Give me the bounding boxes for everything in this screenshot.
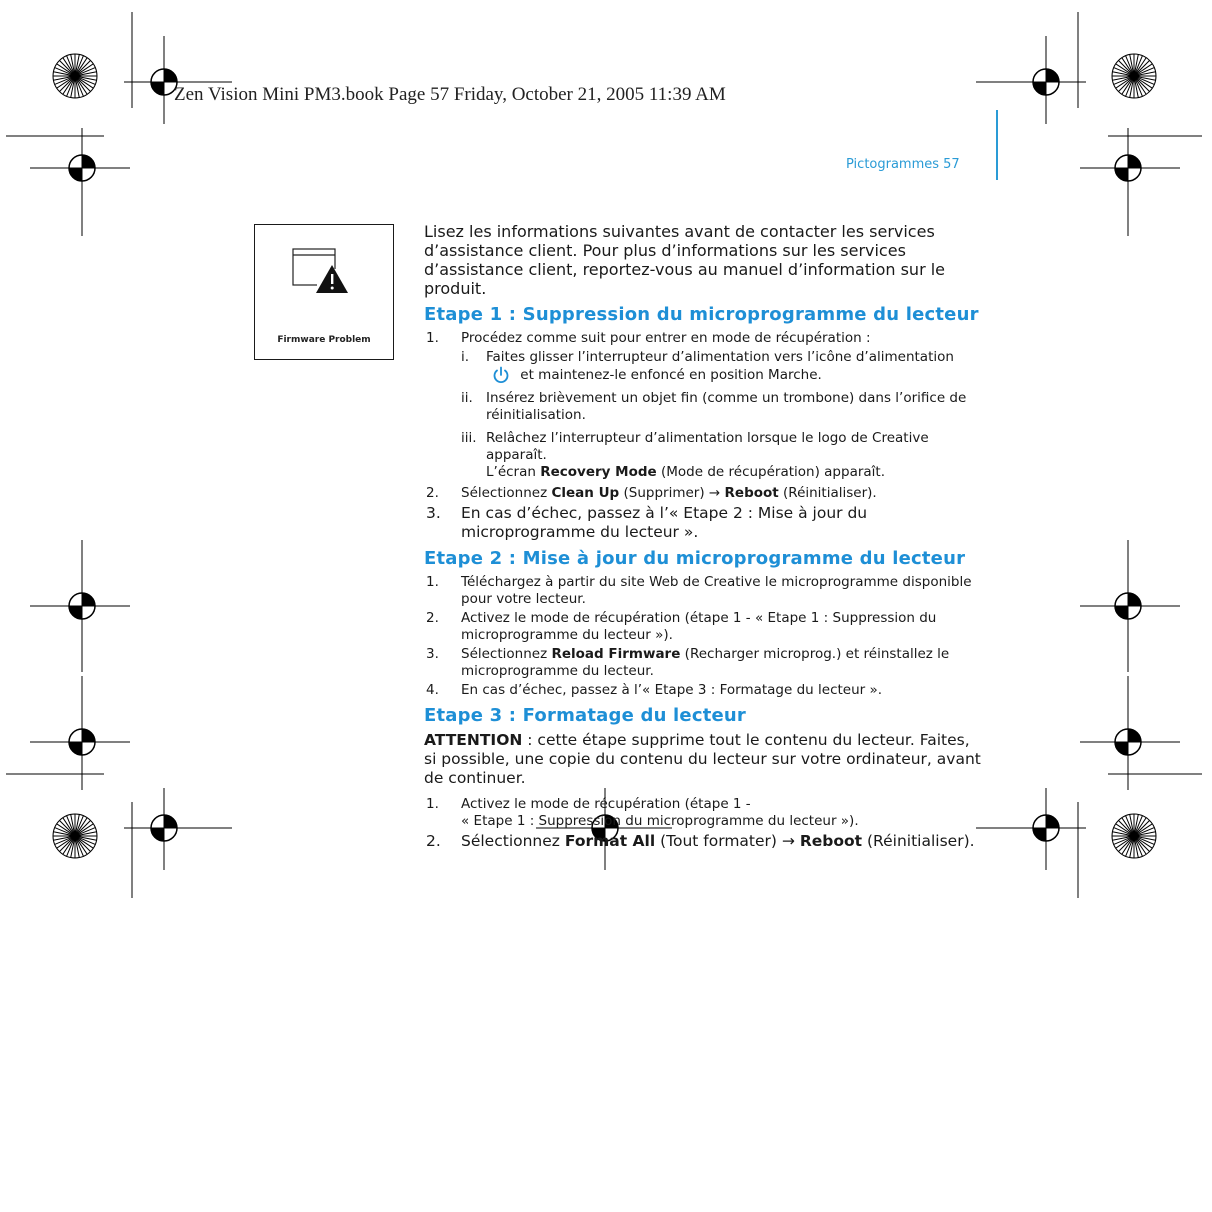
list-item: 1. Téléchargez à partir du site Web de Creative le microprogramme disponible pour votre lecteur.: [426, 574, 972, 607]
section-3-title: Etape 3 : Formatage du lecteur: [424, 705, 747, 726]
list-item: 1. Procédez comme suit pour entrer en mode de récupération : i. Faites glisser l’interrupteur d’alimentation vers l’icône d’alimentation et maintenez-le enfoncé en position Marche. ii. Insérez brièvement un objet fin (comme un trombone) dans l’orifice de réinitialisation. iii. Relâchez l’interrupteur d’alimentation lorsque le logo de Creative apparaît. L’écran Recovery Mode (Mode de récupération) apparaît.: [424, 330, 984, 481]
warning-paragraph: ATTENTION : cette étape supprime tout le contenu du lecteur. Faites, si possible, une copie du contenu du lecteur sur votre ordinateur, avant de continuer.: [424, 731, 981, 787]
recovery-mode-note: L’écran Recovery Mode (Mode de récupération) apparaît.: [486, 464, 886, 480]
firmware-problem-icon: [255, 225, 395, 335]
print-header: Zen Vision Mini PM3.book Page 57 Friday, October 21, 2005 11:39 AM: [174, 84, 726, 105]
firmware-problem-pictogram: [254, 224, 394, 360]
list-item: iii. Relâchez l’interrupteur d’alimentation lorsque le logo de Creative apparaît. L’écran Recovery Mode (Mode de récupération) apparaît.: [461, 430, 984, 481]
list-item: 4. En cas d’échec, passez à l’« Etape 3 : Formatage du lecteur ».: [426, 682, 883, 698]
section-1-title: Etape 1 : Suppression du microprogramme du lecteur: [424, 304, 979, 325]
list-item: 2. Sélectionnez Clean Up (Supprimer) → Reboot (Réinitialiser).: [426, 485, 877, 501]
substeps: [461, 349, 984, 481]
section-3-steps: [424, 796, 984, 851]
list-item: 3. En cas d’échec, passez à l’« Etape 2 : Mise à jour du microprogramme du lecteur ».: [426, 504, 868, 541]
power-icon: [492, 366, 510, 384]
list-item: 3. Sélectionnez Reload Firmware (Recharger microprog.) et réinstallez le microprogramme du lecteur.: [426, 646, 950, 679]
list-item: 2. Activez le mode de récupération (étape 1 - « Etape 1 : Suppression du microprogramme du lecteur »).: [426, 610, 937, 643]
page-content: [424, 222, 984, 853]
running-head: Pictogrammes 57: [846, 157, 960, 172]
section-2-steps: [424, 574, 984, 699]
list-item: 2. Sélectionnez Format All (Tout formater) → Reboot (Réinitialiser).: [426, 832, 975, 850]
intro-paragraph: Lisez les informations suivantes avant de contacter les services d’assistance client. Pour plus d’informations sur les services d’assistance client, reportez-vous au manuel d’information sur le produit.: [424, 222, 946, 298]
section-1-steps: [424, 330, 984, 542]
running-head-rule: [996, 110, 998, 180]
list-item: i. Faites glisser l’interrupteur d’alimentation vers l’icône d’alimentation et maintenez-le enfoncé en position Marche.: [461, 349, 954, 383]
section-2-title: Etape 2 : Mise à jour du microprogramme du lecteur: [424, 548, 966, 569]
pictogram-label: Firmware Problem: [277, 335, 371, 345]
list-item: 1. Activez le mode de récupération (étape 1 - « Etape 1 : Suppression du microprogramme du lecteur »).: [426, 796, 859, 829]
list-item: ii. Insérez brièvement un objet fin (comme un trombone) dans l’orifice de réinitialisation.: [461, 390, 967, 423]
